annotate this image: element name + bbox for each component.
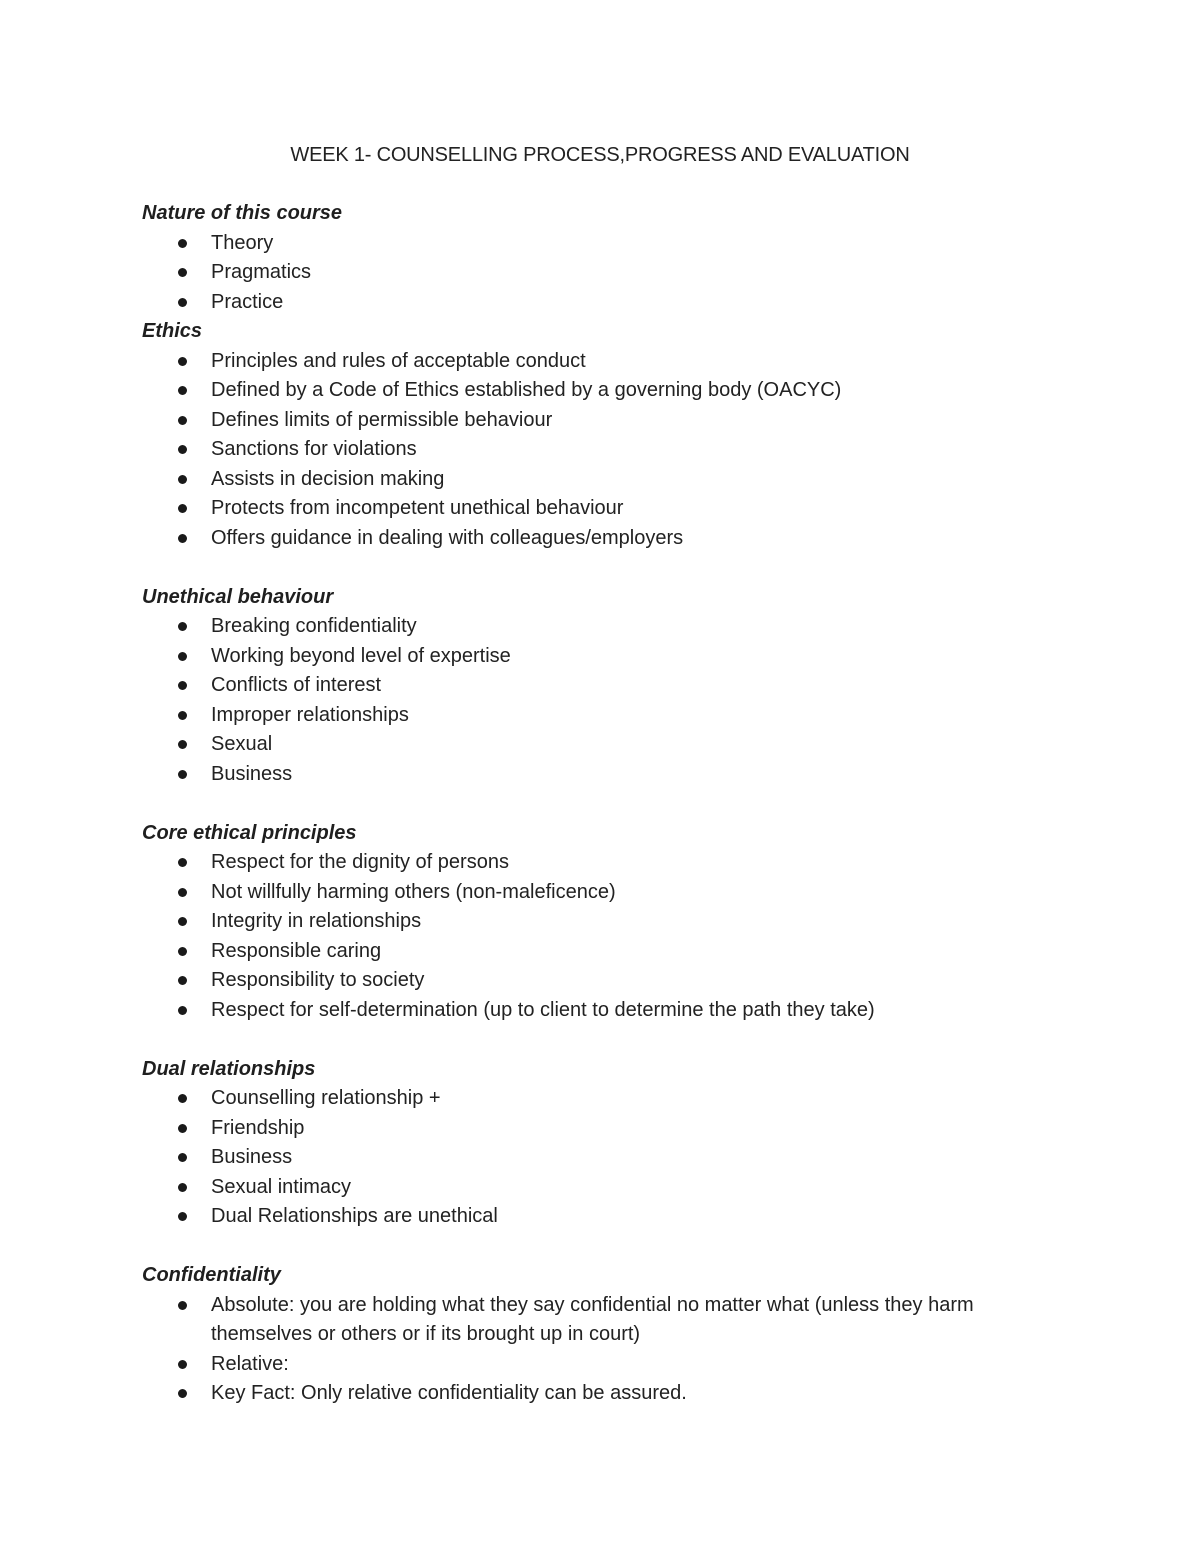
blank-line [142,1025,1062,1055]
bullet-icon [178,947,187,956]
bullet-list [142,1084,1062,1232]
list-item-text: Sexual intimacy [211,1175,352,1198]
list-item-text: Not willfully harming others (non-maleficence) [211,880,616,903]
list-item [142,848,1062,878]
bullet-icon [178,1006,187,1015]
list-item [142,376,1062,406]
bullet-list [142,612,1062,789]
bullet-icon [178,681,187,690]
list-item-text: Responsibility to society [211,969,425,991]
list-item [142,642,1062,672]
list-item [142,612,1062,642]
list-item [142,524,1062,554]
list-item [142,229,1062,259]
bullet-icon [178,298,187,307]
list-item-text: Respect for the dignity of persons [211,851,509,873]
bullet-icon [178,268,187,277]
bullet-icon [178,1389,187,1398]
bullet-icon [178,504,187,513]
bullet-icon [178,1360,187,1369]
list-item [142,730,1062,760]
list-item-text: Conflicts of interest [211,674,382,696]
section-core-ethical-principles [142,819,1062,1026]
list-item-text: Sanctions for violations [211,438,417,460]
list-item-text: Defined by a Code of Ethics established by a governing body (OACYC) [211,379,842,401]
list-item [142,1143,1062,1173]
list-item [142,347,1062,377]
bullet-icon [178,858,187,867]
list-item-text: Assists in decision making [211,467,445,490]
bullet-icon [178,652,187,661]
list-item [142,937,1062,967]
bullet-icon [178,1183,187,1192]
bullet-icon [178,917,187,926]
list-item-text: Sexual [211,733,273,755]
list-item-text: Working beyond level of expertise [211,644,511,667]
list-item [142,1114,1062,1144]
bullet-icon [178,1301,187,1310]
list-item [142,907,1062,937]
section-heading: Nature of this course [142,202,343,224]
list-item [142,1350,1062,1380]
bullet-list [142,229,1062,318]
list-item [142,966,1062,996]
bullet-icon [178,1153,187,1162]
list-item-text: Business [211,762,293,785]
bullet-icon [178,445,187,454]
list-item [142,701,1062,731]
list-item-text: Counselling relationship + [211,1087,441,1109]
section-heading: Confidentiality [142,1264,281,1286]
list-item-text: Dual Relationships are unethical [211,1205,498,1227]
list-item [142,494,1062,524]
list-item [142,1379,1062,1409]
bullet-icon [178,711,187,720]
list-item [142,465,1062,495]
list-item [142,435,1062,465]
document-body [142,199,1062,1409]
document-title: WEEK 1- COUNSELLING PROCESS,PROGRESS AND EVALUATION [290,144,910,166]
list-item-text: Absolute: you are holding what they say confidential no matter what (unless they harm themselves or others or if its brought up in court) [211,1293,974,1345]
section-confidentiality [142,1261,1062,1409]
bullet-list [142,1291,1062,1409]
section-unethical-behaviour [142,583,1062,790]
list-item-text: Practice [211,290,284,313]
bullet-icon [178,475,187,484]
bullet-icon [178,1212,187,1221]
list-item [142,1173,1062,1203]
blank-line [142,1232,1062,1262]
list-item [142,288,1062,318]
list-item-text: Principles and rules of acceptable conduct [211,349,586,372]
list-item-text: Theory [211,231,274,254]
list-item-text: Pragmatics [211,261,312,283]
list-item-text: Protects from incompetent unethical behaviour [211,497,624,519]
list-item-text: Breaking confidentiality [211,615,417,637]
bullet-icon [178,740,187,749]
bullet-icon [178,770,187,779]
list-item-text: Respect for self-determination (up to client to determine the path they take) [211,998,875,1021]
list-item-text: Relative: [211,1352,289,1375]
list-item-text: Defines limits of permissible behaviour [211,408,553,431]
section-heading: Dual relationships [142,1057,316,1080]
list-item [142,1291,1062,1350]
list-item-text: Key Fact: Only relative confidentiality can be assured. [211,1382,687,1404]
bullet-icon [178,1094,187,1103]
bullet-list [142,848,1062,1025]
bullet-icon [178,534,187,543]
list-item [142,671,1062,701]
section-heading: Unethical behaviour [142,585,334,608]
section-dual-relationships [142,1055,1062,1232]
blank-line [142,553,1062,583]
bullet-icon [178,357,187,366]
list-item [142,406,1062,436]
list-item-text: Responsible caring [211,939,382,962]
list-item-text: Offers guidance in dealing with colleagues/employers [211,526,684,549]
list-item-text: Friendship [211,1116,305,1139]
list-item [142,1084,1062,1114]
bullet-icon [178,622,187,631]
bullet-icon [178,386,187,395]
section-nature-of-course [142,199,1062,317]
bullet-icon [178,239,187,248]
bullet-icon [178,888,187,897]
list-item [142,258,1062,288]
section-heading: Core ethical principles [142,821,357,844]
bullet-icon [178,1124,187,1133]
list-item [142,760,1062,790]
section-heading: Ethics [142,320,203,342]
list-item-text: Business [211,1146,293,1168]
list-item-text: Integrity in relationships [211,910,422,932]
section-ethics [142,317,1062,553]
bullet-icon [178,976,187,985]
list-item [142,878,1062,908]
list-item [142,996,1062,1026]
bullet-list [142,347,1062,554]
bullet-icon [178,416,187,425]
list-item-text: Improper relationships [211,703,409,726]
list-item [142,1202,1062,1232]
blank-line [142,789,1062,819]
